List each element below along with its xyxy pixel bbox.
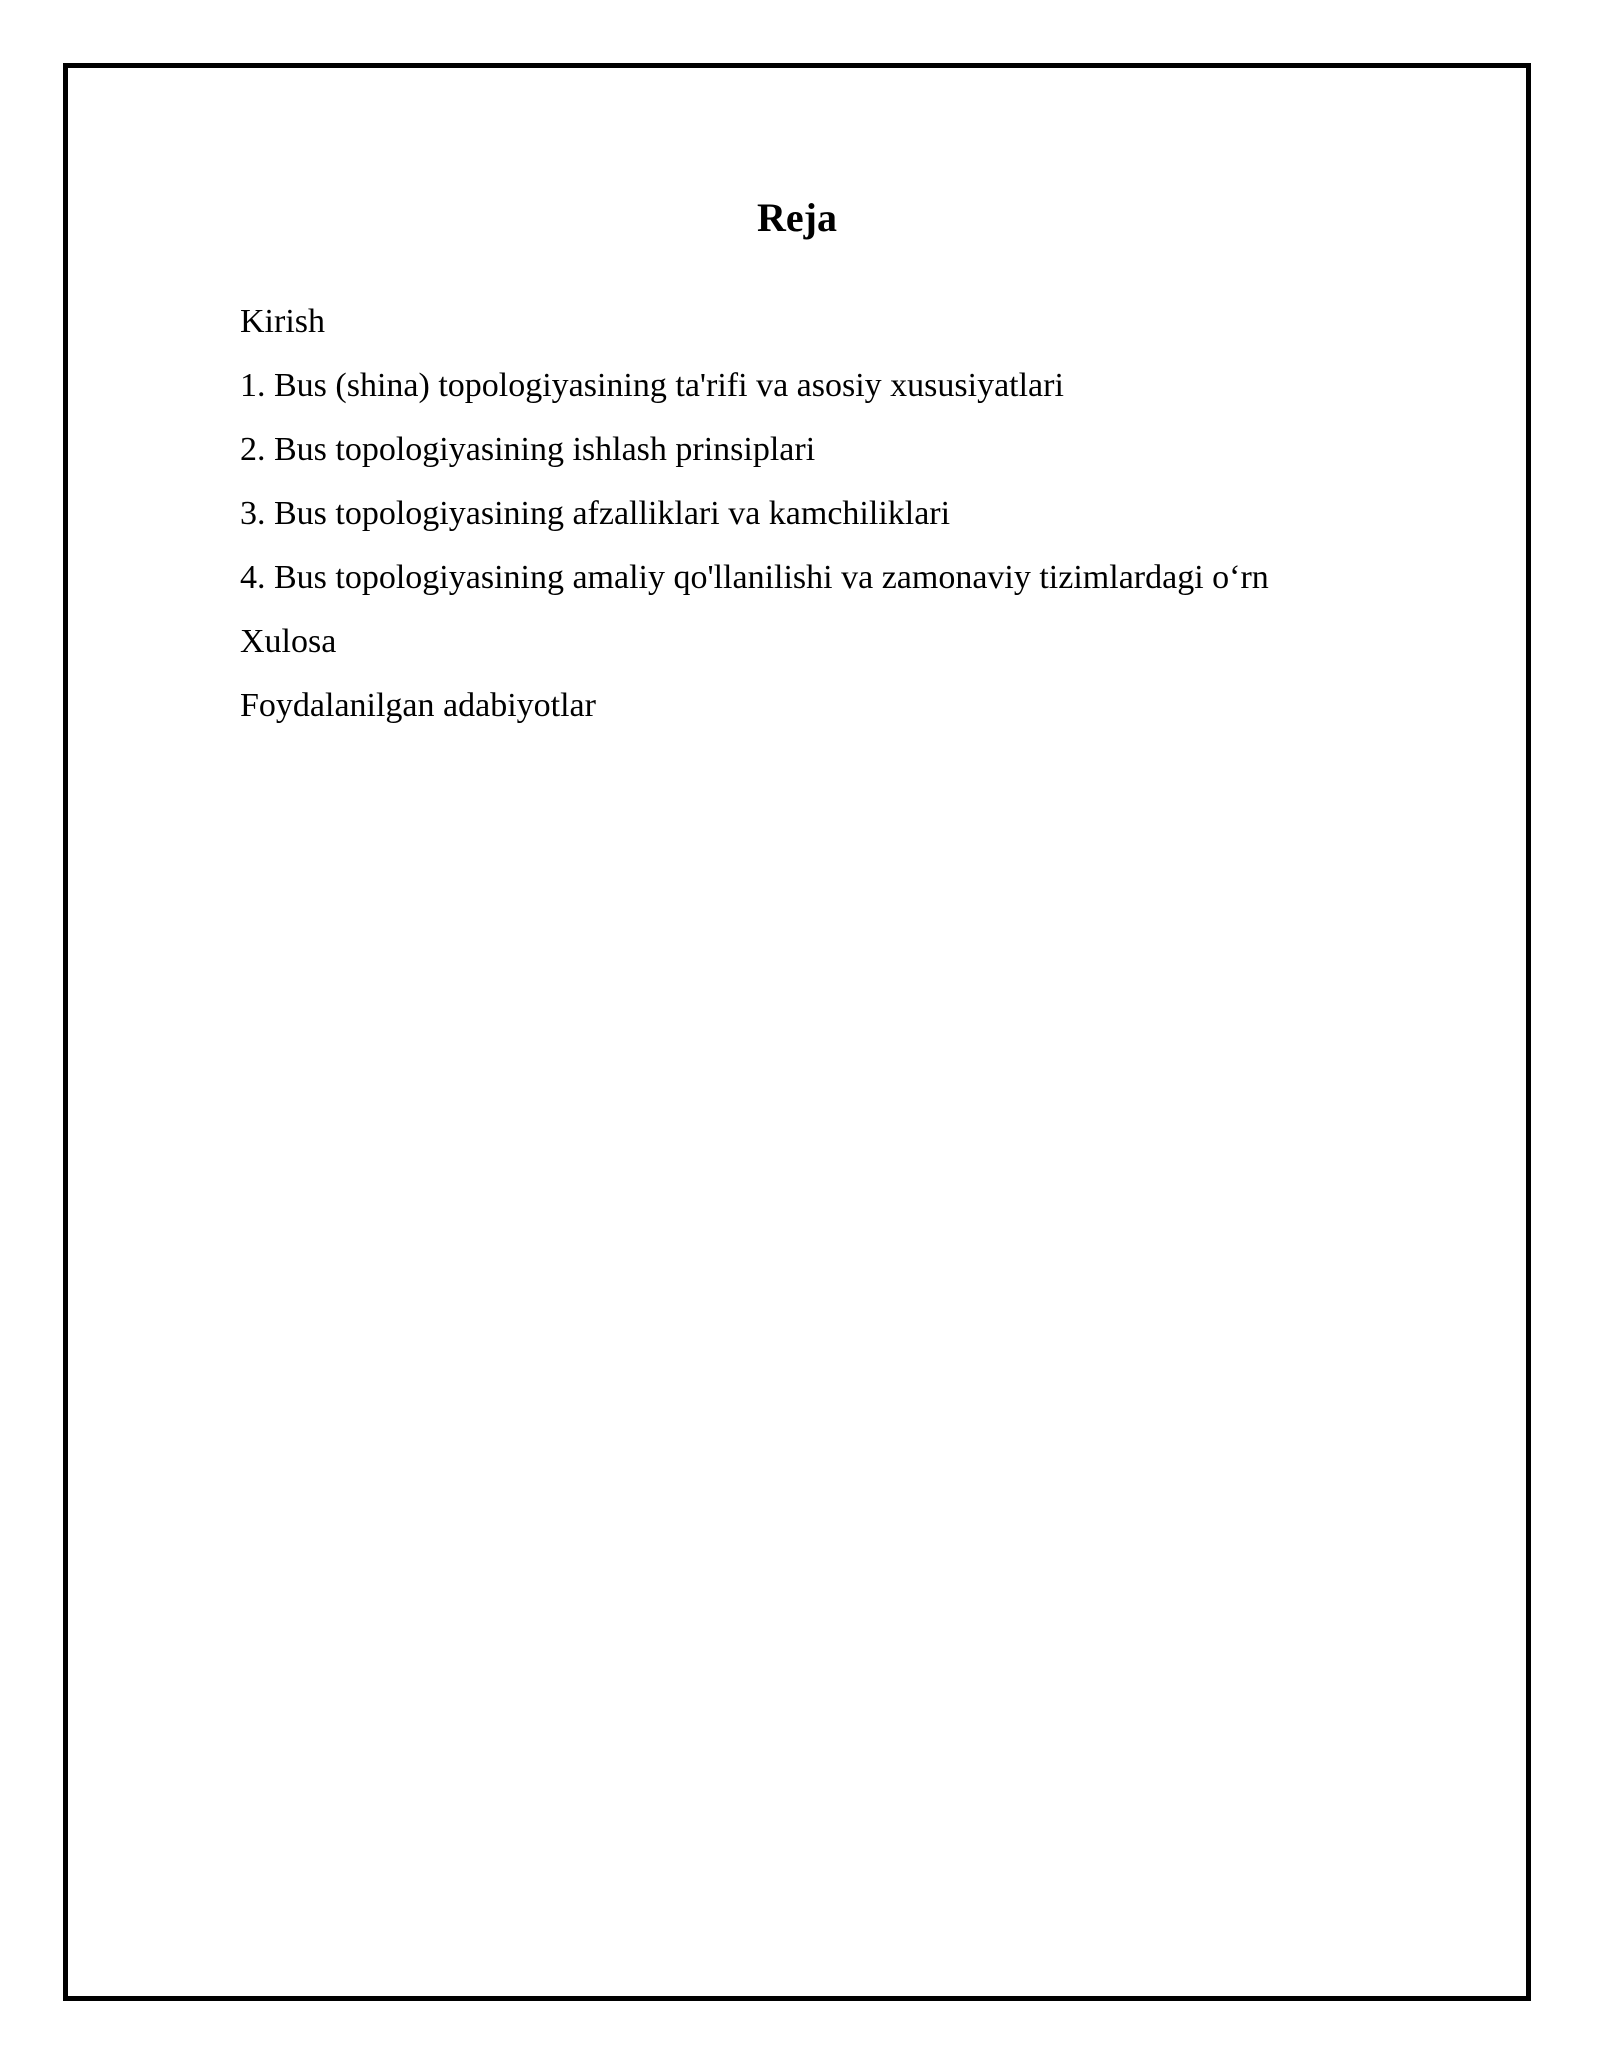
page-frame xyxy=(63,63,1531,2001)
toc-item-section-2: 2. Bus topologiyasining ishlash prinsiplari xyxy=(240,431,816,468)
toc-item-section-4: 4. Bus topologiyasining amaliy qo'llanilishi va zamonaviy tizimlardagi o‘rn xyxy=(240,559,1269,596)
page-title: Reja xyxy=(757,195,837,240)
toc-item-section-3: 3. Bus topologiyasining afzalliklari va kamchiliklari xyxy=(240,495,951,532)
table-of-contents xyxy=(240,290,1269,738)
toc-item-section-1: 1. Bus (shina) topologiyasining ta'rifi va asosiy xususiyatlari xyxy=(240,367,1064,404)
toc-item-introduction: Kirish xyxy=(240,303,325,340)
toc-item-references: Foydalanilgan adabiyotlar xyxy=(240,687,596,724)
toc-item-conclusion: Xulosa xyxy=(240,623,337,660)
